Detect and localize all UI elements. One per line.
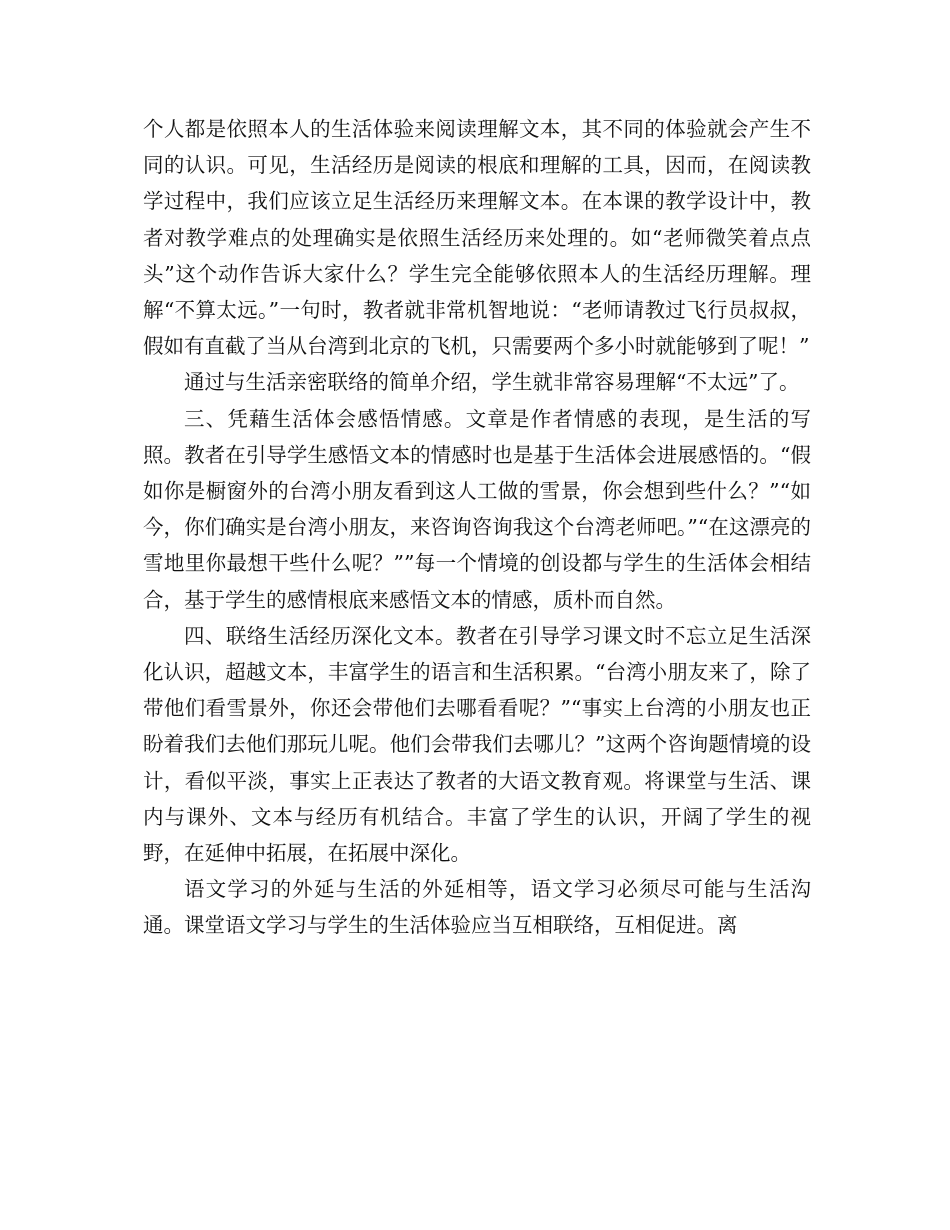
paragraph-life-intro: 通过与生活亲密联络的简单介绍，学生就非常容易理解“不太远”了。 — [184, 370, 800, 395]
paragraph-section-three: 三、凭藉生活体会感悟情感。文章是作者情感的表现，是生活的写照。教者在引导学生感悟文本的情感时也是基于生活体会进展感悟的。“假如你是橱窗外的台湾小朋友看到这人工做的雪景，你会想到些什么？”“如今，你们确实是台湾小朋友，来咨询咨询我这个台湾老师吧。”“在这漂亮的雪地里你最想干些什么呢？””每一个情境的创设都与学生的生活体会相结合，基于学生的感情根底来感悟文本的情感，质朴而自然。 — [143, 406, 811, 612]
paragraph-continued: 个人都是依照本人的生活体验来阅读理解文本，其不同的体验就会产生不同的认识。可见，生活经历是阅读的根底和理解的工具，因而，在阅读教学过程中，我们应该立足生活经历来理解文本。在本课的教学设计中，教者对教学难点的处理确实是依照生活经历来处理的。如“老师微笑着点点头”这个动作告诉大家什么？学生完全能够依照本人的生活经历理解。理解“不算太远。”一句时，教者就非常机智地说：“老师请教过飞行员叔叔，假如有直截了当从台湾到北京的飞机，只需要两个多小时就能够到了呢！” — [143, 117, 811, 359]
document-body — [143, 111, 811, 944]
paragraph-section-four: 四、联络生活经历深化文本。教者在引导学习课文时不忘立足生活深化认识，超越文本，丰富学生的语言和生活积累。“台湾小朋友来了，除了带他们看雪景外，你还会带他们去哪看看呢？”“事实上台湾的小朋友也正盼着我们去他们那玩儿呢。他们会带我们去哪儿？”这两个咨询题情境的设计，看似平淡，事实上正表达了教者的大语文教育观。将课堂与生活、课内与课外、文本与经历有机结合。丰富了学生的认识，开阔了学生的视野，在延伸中拓展，在拓展中深化。 — [143, 623, 811, 866]
paragraph-conclusion: 语文学习的外延与生活的外延相等，语文学习必须尽可能与生活沟通。课堂语文学习与学生的生活体验应当互相联络，互相促进。离 — [143, 877, 811, 938]
